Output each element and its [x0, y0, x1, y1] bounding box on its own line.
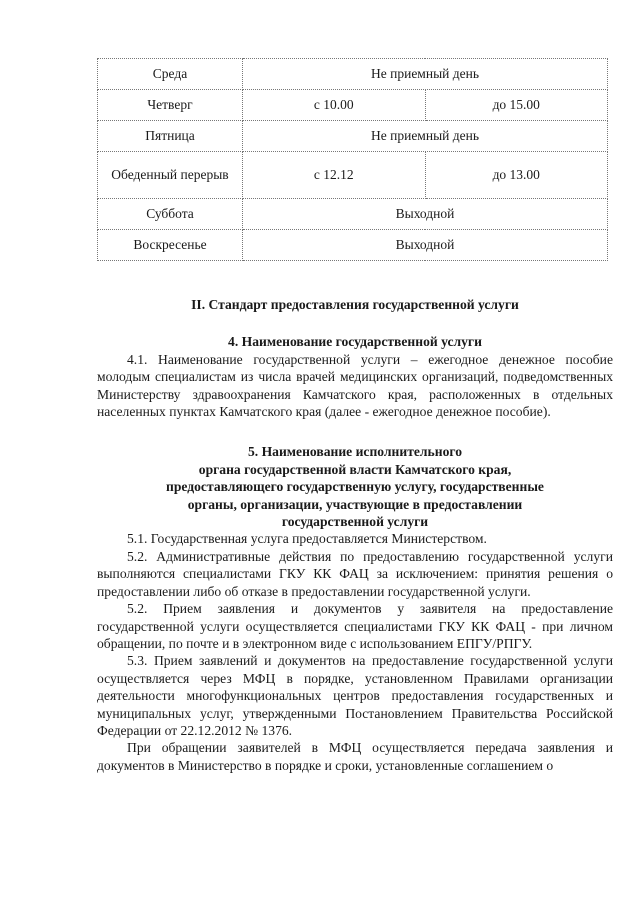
table-row: [98, 121, 608, 152]
day-cell: Среда: [98, 59, 243, 90]
subsection-heading-line: предоставляющего государственную услугу, государственные: [166, 479, 544, 495]
table-row: [98, 90, 608, 121]
hours-cell: Выходной: [243, 199, 608, 230]
table-row: [98, 199, 608, 230]
day-cell: Суббота: [98, 199, 243, 230]
subsection-heading: 4. Наименование государственной услуги: [228, 334, 482, 350]
table-row: [98, 152, 608, 199]
hours-cell: Не приемный день: [243, 121, 608, 152]
day-cell: Воскресенье: [98, 230, 243, 261]
paragraph: При обращении заявителей в МФЦ осуществляется передача заявления и документов в Министерство в порядке и сроки, установленные соглашением о: [97, 740, 613, 773]
subsection-heading-line: органы, организации, участвующие в предоставлении: [187, 496, 523, 512]
table-row: [98, 59, 608, 90]
subsection-heading-line: 5. Наименование исполнительного: [247, 444, 462, 460]
document-body: [97, 296, 613, 774]
paragraph: 5.2. Прием заявления и документов у заявителя на предоставление государственной услуги осуществляется специалистами ГКУ КК ФАЦ - при личном обращении, по почте и в электронном виде с использованием ЕПГУ/РПГУ.: [97, 601, 613, 651]
paragraph: 5.1. Государственная услуга предоставляется Министерством.: [127, 531, 487, 547]
paragraph: 4.1. Наименование государственной услуги – ежегодное денежное пособие молодым специалистам из числа врачей медицинских организаций, подведомственных Министерству здравоохранения Камчатского края, расположенных в отдельных населенных пунктах Камчатского края (далее - ежегодное денежное пособие).: [97, 351, 613, 420]
reception-schedule-table: [97, 58, 608, 261]
day-cell: Обеденный перерыв: [98, 152, 243, 199]
section-heading: II. Стандарт предоставления государственной услуги: [191, 297, 519, 312]
from-time-cell: с 10.00: [243, 90, 426, 121]
hours-cell: Не приемный день: [243, 59, 608, 90]
hours-cell: Выходной: [243, 230, 608, 261]
table-row: [98, 230, 608, 261]
to-time-cell: до 15.00: [425, 90, 608, 121]
paragraph: 5.3. Прием заявлений и документов на предоставление государственной услуги осуществляется через МФЦ в порядке, установленном Правилами организации деятельности многофункциональных центров предоставления государственных и муниципальных услуг, утвержденными Постановлением Правительства Российской Федерации от 22.12.2012 № 1376.: [97, 653, 613, 738]
day-cell: Четверг: [98, 90, 243, 121]
to-time-cell: до 13.00: [425, 152, 608, 199]
paragraph: 5.2. Административные действия по предоставлению государственной услуги выполняются специалистами ГКУ КК ФАЦ за исключением: принятия решения о предоставлении либо об отказе в предоставлении государственной услуги.: [97, 548, 613, 599]
day-cell: Пятница: [98, 121, 243, 152]
subsection-heading-line: государственной услуги: [281, 514, 429, 530]
subsection-heading-line: органа государственной власти Камчатского края,: [198, 461, 512, 477]
from-time-cell: с 12.12: [243, 152, 426, 199]
